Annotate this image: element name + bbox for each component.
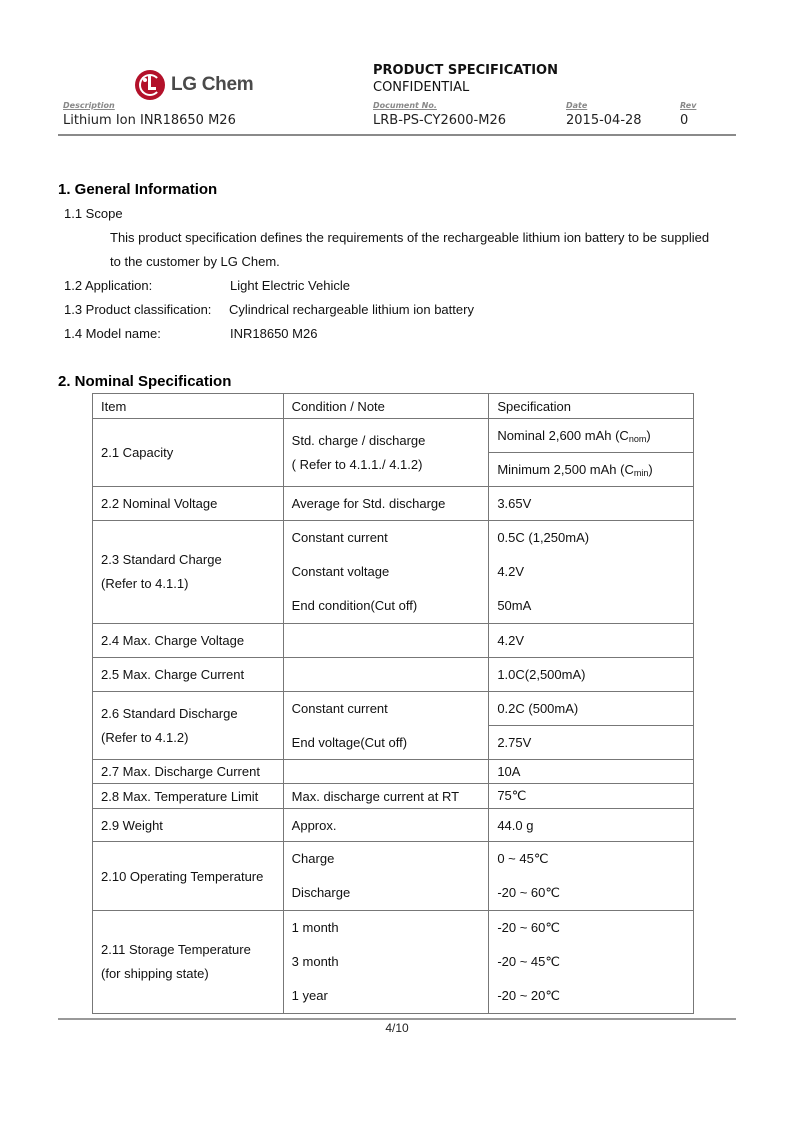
subscript: nom xyxy=(628,433,647,444)
item-cell: 2.7 Max. Discharge Current xyxy=(93,760,284,784)
condition-cell xyxy=(283,521,489,624)
section-1-heading: 1. General Information xyxy=(58,181,218,198)
application-label: 1.2 Application: xyxy=(64,278,153,293)
item-cell xyxy=(93,521,284,624)
nominal-spec-table xyxy=(92,393,694,1014)
column-header-item: Item xyxy=(93,394,284,419)
paren: ) xyxy=(648,461,653,477)
item-cell: 2.5 Max. Charge Current xyxy=(93,658,284,692)
scope-label: 1.1 Scope xyxy=(64,206,123,221)
rev-value: 0 xyxy=(680,113,689,128)
condition-cell: Max. discharge current at RT xyxy=(283,784,489,809)
table-row-max-charge-current xyxy=(93,658,694,692)
model-name-label: 1.4 Model name: xyxy=(64,326,161,341)
spec-line: -20 ~ 45℃ xyxy=(497,954,560,969)
spec-line: 4.2V xyxy=(497,564,525,579)
table-row-max-discharge-current xyxy=(93,760,694,784)
spec-line: 0.5C (1,250mA) xyxy=(497,530,590,545)
document-title: PRODUCT SPECIFICATION xyxy=(373,63,558,78)
spec-cell-minimum xyxy=(489,453,694,487)
spec-cell: 2.75V xyxy=(489,726,694,760)
paren: ) xyxy=(646,427,651,443)
column-header-specification: Specification xyxy=(489,394,694,419)
lg-logo-icon xyxy=(135,70,165,100)
lg-chem-logo xyxy=(135,68,265,102)
condition-cell: Average for Std. discharge xyxy=(283,487,489,521)
table-row-nominal-voltage xyxy=(93,487,694,521)
spec-cell: 4.2V xyxy=(489,624,694,658)
item-line: (Refer to 4.1.1) xyxy=(101,576,189,591)
condition-cell: End voltage(Cut off) xyxy=(283,726,489,760)
section-2-heading: 2. Nominal Specification xyxy=(58,373,232,390)
table-row-standard-discharge xyxy=(93,692,694,726)
model-name-value: INR18650 M26 xyxy=(230,326,318,341)
application-value: Light Electric Vehicle xyxy=(230,278,350,293)
document-no-value: LRB-PS-CY2600-M26 xyxy=(373,113,506,128)
date-value: 2015-04-28 xyxy=(566,113,642,128)
condition-cell xyxy=(283,760,489,784)
scope-text-line1: This product specification defines the requirements of the rechargeable lithium ion battery to be supplied xyxy=(110,230,710,245)
table-row-max-charge-voltage xyxy=(93,624,694,658)
condition-line: Std. charge / discharge xyxy=(291,432,426,448)
condition-cell xyxy=(283,842,489,911)
classification-label: 1.3 Product classification: xyxy=(64,302,212,317)
footer-divider xyxy=(58,1018,736,1020)
item-cell: 2.8 Max. Temperature Limit xyxy=(93,784,284,809)
spec-cell xyxy=(489,842,694,911)
table-row-storage-temperature xyxy=(93,911,694,1014)
description-value: Lithium Ion INR18650 M26 xyxy=(63,113,236,128)
item-line: 2.6 Standard Discharge xyxy=(101,705,238,721)
item-cell: 2.1 Capacity xyxy=(93,419,284,487)
table-header-row xyxy=(93,394,694,419)
spec-cell xyxy=(489,521,694,624)
spec-cell: 0.2C (500mA) xyxy=(489,692,694,726)
description-label: Description xyxy=(63,101,115,110)
document-no-label: Document No. xyxy=(373,101,437,110)
spec-cell xyxy=(489,911,694,1014)
spec-line: -20 ~ 60℃ xyxy=(497,920,560,935)
table-row-operating-temperature xyxy=(93,842,694,911)
condition-line: 1 month xyxy=(291,920,339,935)
logo-text: LG Chem xyxy=(171,74,254,95)
table-row-standard-charge xyxy=(93,521,694,624)
scope-text-line2: to the customer by LG Chem. xyxy=(110,254,280,269)
spec-cell: 3.65V xyxy=(489,487,694,521)
condition-line: Charge xyxy=(291,851,335,866)
condition-line: 1 year xyxy=(291,988,328,1003)
item-cell: 2.2 Nominal Voltage xyxy=(93,487,284,521)
spec-line: 0 ~ 45℃ xyxy=(497,851,549,866)
condition-cell xyxy=(283,911,489,1014)
spec-line: 50mA xyxy=(497,598,532,613)
spec-text: Minimum 2,500 mAh (C xyxy=(497,461,634,477)
table-row-weight xyxy=(93,809,694,842)
spec-line: -20 ~ 20℃ xyxy=(497,988,560,1003)
condition-line: End condition(Cut off) xyxy=(291,598,418,613)
item-cell: 2.4 Max. Charge Voltage xyxy=(93,624,284,658)
spec-text: Nominal 2,600 mAh (C xyxy=(497,427,629,443)
column-header-condition: Condition / Note xyxy=(283,394,489,419)
item-line: 2.11 Storage Temperature xyxy=(101,942,251,957)
condition-line: 3 month xyxy=(291,954,339,969)
item-cell xyxy=(93,911,284,1014)
date-label: Date xyxy=(566,101,588,110)
spec-cell: 44.0 g xyxy=(489,809,694,842)
table-row-capacity xyxy=(93,419,694,453)
spec-cell-nominal xyxy=(489,419,694,453)
condition-line: Constant voltage xyxy=(291,564,390,579)
spec-cell: 75℃ xyxy=(489,784,694,809)
condition-cell: Approx. xyxy=(283,809,489,842)
condition-line: ( Refer to 4.1.1./ 4.1.2) xyxy=(291,456,423,472)
item-cell: 2.9 Weight xyxy=(93,809,284,842)
item-line: (for shipping state) xyxy=(101,966,209,981)
item-line: 2.3 Standard Charge xyxy=(101,552,222,567)
header-divider xyxy=(58,134,736,136)
condition-line: Discharge xyxy=(291,885,351,900)
subscript: min xyxy=(633,467,649,478)
classification-value: Cylindrical rechargeable lithium ion battery xyxy=(229,302,474,317)
spec-line: -20 ~ 60℃ xyxy=(497,885,560,900)
confidential-label: CONFIDENTIAL xyxy=(373,80,470,95)
page-number: 4/10 xyxy=(385,1021,409,1035)
condition-line: Constant current xyxy=(291,530,388,545)
rev-label: Rev xyxy=(680,101,697,110)
item-cell: 2.10 Operating Temperature xyxy=(93,842,284,911)
item-cell xyxy=(93,692,284,760)
condition-cell xyxy=(283,658,489,692)
table-row-max-temperature-limit xyxy=(93,784,694,809)
item-line: (Refer to 4.1.2) xyxy=(101,729,189,745)
condition-cell xyxy=(283,624,489,658)
spec-cell: 1.0C(2,500mA) xyxy=(489,658,694,692)
spec-cell: 10A xyxy=(489,760,694,784)
condition-cell: Constant current xyxy=(283,692,489,726)
condition-cell xyxy=(283,419,489,487)
